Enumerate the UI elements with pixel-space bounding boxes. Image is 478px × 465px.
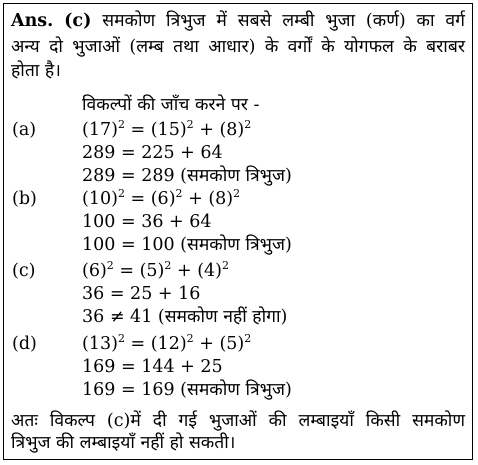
option-d-line-3: 169 = 169 (समकोण त्रिभुज) (82, 380, 292, 400)
intro-line-3: होता है। (11, 61, 61, 81)
option-label-b: (b) (12, 189, 37, 209)
option-c-line-3: 36 ≠ 41 (समकोण नहीं होगा) (82, 307, 288, 327)
option-d-equation: $(13)^2 = (12)^2 + (5)^2$ (82, 332, 252, 354)
answer-option: (c) (64, 11, 92, 31)
option-label-d: (d) (12, 334, 37, 354)
check-heading: विकल्पों की जाँच करने पर - (82, 95, 260, 115)
option-c-line-2: 36 = 25 + 16 (82, 284, 201, 304)
option-a-line-2: 289 = 225 + 64 (82, 143, 223, 163)
conclusion-line-2: त्रिभुज की लम्बाइयाँ नहीं हो सकती। (11, 433, 236, 453)
option-b-line-2: 100 = 36 + 64 (82, 212, 212, 232)
ans-label: Ans. (11, 11, 54, 31)
option-d-line-2: 169 = 144 + 25 (82, 357, 223, 377)
option-a-line-3: 289 = 289 (समकोण त्रिभुज) (82, 166, 292, 186)
intro-line-2: अन्य दो भुजाओं (लम्ब तथा आधार) के वर्गों के योगफल के बराबर (11, 37, 465, 57)
option-c-equation: $(6)^2 = (5)^2 + (4)^2$ (82, 259, 229, 281)
conclusion-line-1: अतः विकल्प (c)में दी गई भुजाओं की लम्बाइयाँ किसी समकोण (11, 411, 465, 431)
option-b-equation: $(10)^2 = (6)^2 + (8)^2$ (82, 187, 241, 209)
answer-box (3, 3, 473, 460)
option-label-a: (a) (12, 120, 37, 140)
intro-line-1 (11, 8, 465, 32)
option-b-line-3: 100 = 100 (समकोण त्रिभुज) (82, 235, 292, 255)
intro-line-1-text: समकोण त्रिभुज में सबसे लम्बी भुजा (कर्ण) का वर्ग (102, 11, 465, 31)
option-label-c: (c) (12, 261, 36, 281)
option-a-equation: $(17)^2 = (15)^2 + (8)^2$ (82, 118, 252, 140)
